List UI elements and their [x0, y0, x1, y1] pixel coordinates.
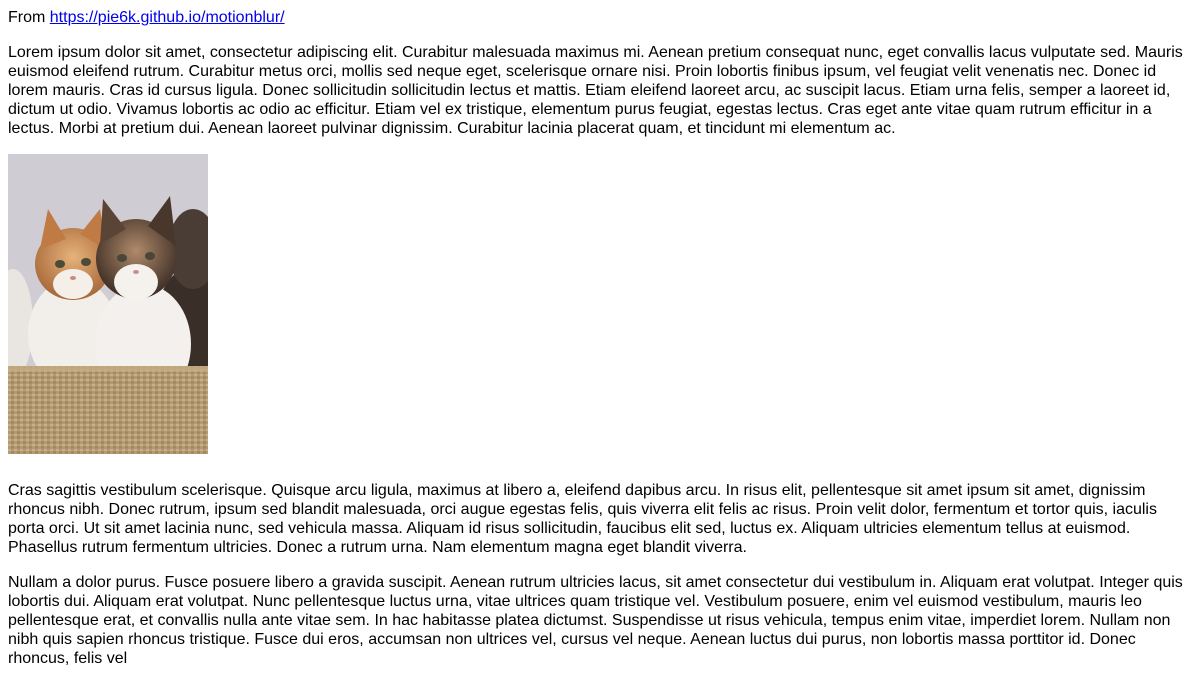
paragraph-2: Cras sagittis vestibulum scelerisque. Quisque arcu ligula, maximus at libero a, eleifend dapibus arcu. In risus elit, pellentesque sit amet ipsum sit amet, dignissim rhoncus nibh. Donec rutrum, ipsum sed blandit malesuada, orci augue egestas felis, quis viverra elit felis ac risus. Proin velit dolor, fermentum et tortor quis, iaculis porta orci. Ut sit amet lacinia nunc, sed vehicula massa. Aliquam id risus sollicitudin, faucibus elit sed, luctus ex. Aliquam ultricies elementum tellus at euismod. Phasellus rutrum fermentum ultricies. Donec a rutrum urna. Nam elementum magna eget blandit viverra.	[8, 482, 1157, 556]
source-prefix: From	[8, 9, 50, 26]
page-content	[8, 8, 1192, 684]
paragraph-3: Nullam a dolor purus. Fusce posuere libero a gravida suscipit. Aenean rutrum ultricies lacus, sit amet consectetur dui vestibulum in. Aliquam erat volutpat. Integer quis lobortis dui. Aliquam erat volutpat. Nunc pellentesque luctus urna, vitae ultrices quam tristique vel. Vestibulum posuere, enim vel euismod vestibulum, mauris leo pellentesque erat, et convallis nulla ante vitae sem. In hac habitasse platea dictumst. Suspendisse ut risus vehicula, tempus enim vitae, imperdiet lorem. Nullam non nibh quis sapien rhoncus tristique. Fusce dui eros, accumsan non ultrices vel, cursus vel neque. Aenean luctus dui purus, non lobortis massa porttitor id. Donec rhoncus, felis vel	[8, 574, 1183, 667]
source-link[interactable]: https://pie6k.github.io/motionblur/	[49, 9, 285, 26]
paragraph-1: Lorem ipsum dolor sit amet, consectetur adipiscing elit. Curabitur malesuada maximus mi. Aenean pretium consequat nunc, eget convallis lacus vulputate sed. Mauris euismod eleifend rutrum. Curabitur metus orci, mollis sed neque eget, scelerisque ornare nisi. Proin lobortis finibus ipsum, vel feugiat velit venenatis nec. Donec id lorem mauris. Cras id cursus ligula. Donec sollicitudin sollicitudin lectus et mattis. Etiam eleifend laoreet arcu, ac suscipit lacus. Etiam urna felis, semper a laoreet id, dictum ut odio. Vivamus lobortis ac odio ac efficitur. Etiam vel ex tristique, elementum purus feugiat, egestas lectus. Cras eget ante vitae quam rutrum efficitur in a lectus. Morbi at pretium dui. Aenean laoreet pulvinar dignissim. Curabitur lacinia placerat quam, et tincidunt mi elementum ac.	[8, 44, 1183, 137]
source-line	[8, 8, 1192, 27]
kittens-photo	[8, 154, 208, 454]
